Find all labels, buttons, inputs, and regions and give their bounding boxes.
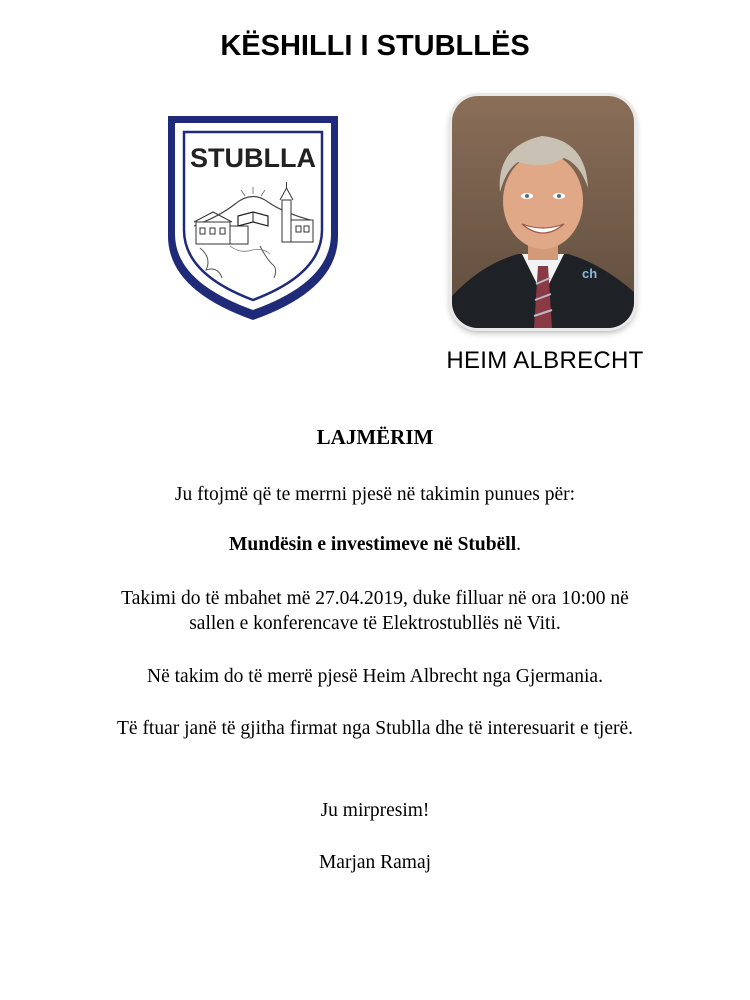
meeting-topic-bold: Mundësin e investimeve në Stubëll xyxy=(229,534,517,555)
meeting-details-line-1: Takimi do të mbahet më 27.04.2019, duke filluar në ora 10:00 në xyxy=(121,588,629,609)
svg-text:STUBLLA: STUBLLA xyxy=(190,143,316,173)
heim-albrecht-portrait xyxy=(452,96,634,328)
meeting-topic-period: . xyxy=(516,534,521,555)
photo-caption-name: HEIM ALBRECHT xyxy=(446,347,644,374)
announcement-heading: LAJMËRIM xyxy=(316,425,434,449)
welcome-text: Ju mirpresim! xyxy=(320,800,430,821)
meeting-details xyxy=(0,586,750,636)
svg-text:ch: ch xyxy=(582,266,598,281)
stublla-crest-logo xyxy=(160,108,346,328)
invited-parties: Të ftuar janë të gjitha firmat nga Stublla dhe të interesuarit e tjerë. xyxy=(117,718,633,739)
council-title: KËSHILLI I STUBLLËS xyxy=(220,30,530,62)
meeting-details-line-2: sallen e konferencave të Elektrostubllës në Viti. xyxy=(189,613,561,634)
signature-name: Marjan Ramaj xyxy=(318,852,432,873)
invitation-text: Ju ftojmë që te merrni pjesë në takimin punues për: xyxy=(174,484,576,505)
meeting-topic xyxy=(0,532,750,557)
guest-announcement: Në takim do të merrë pjesë Heim Albrecht nga Gjermania. xyxy=(147,666,603,687)
